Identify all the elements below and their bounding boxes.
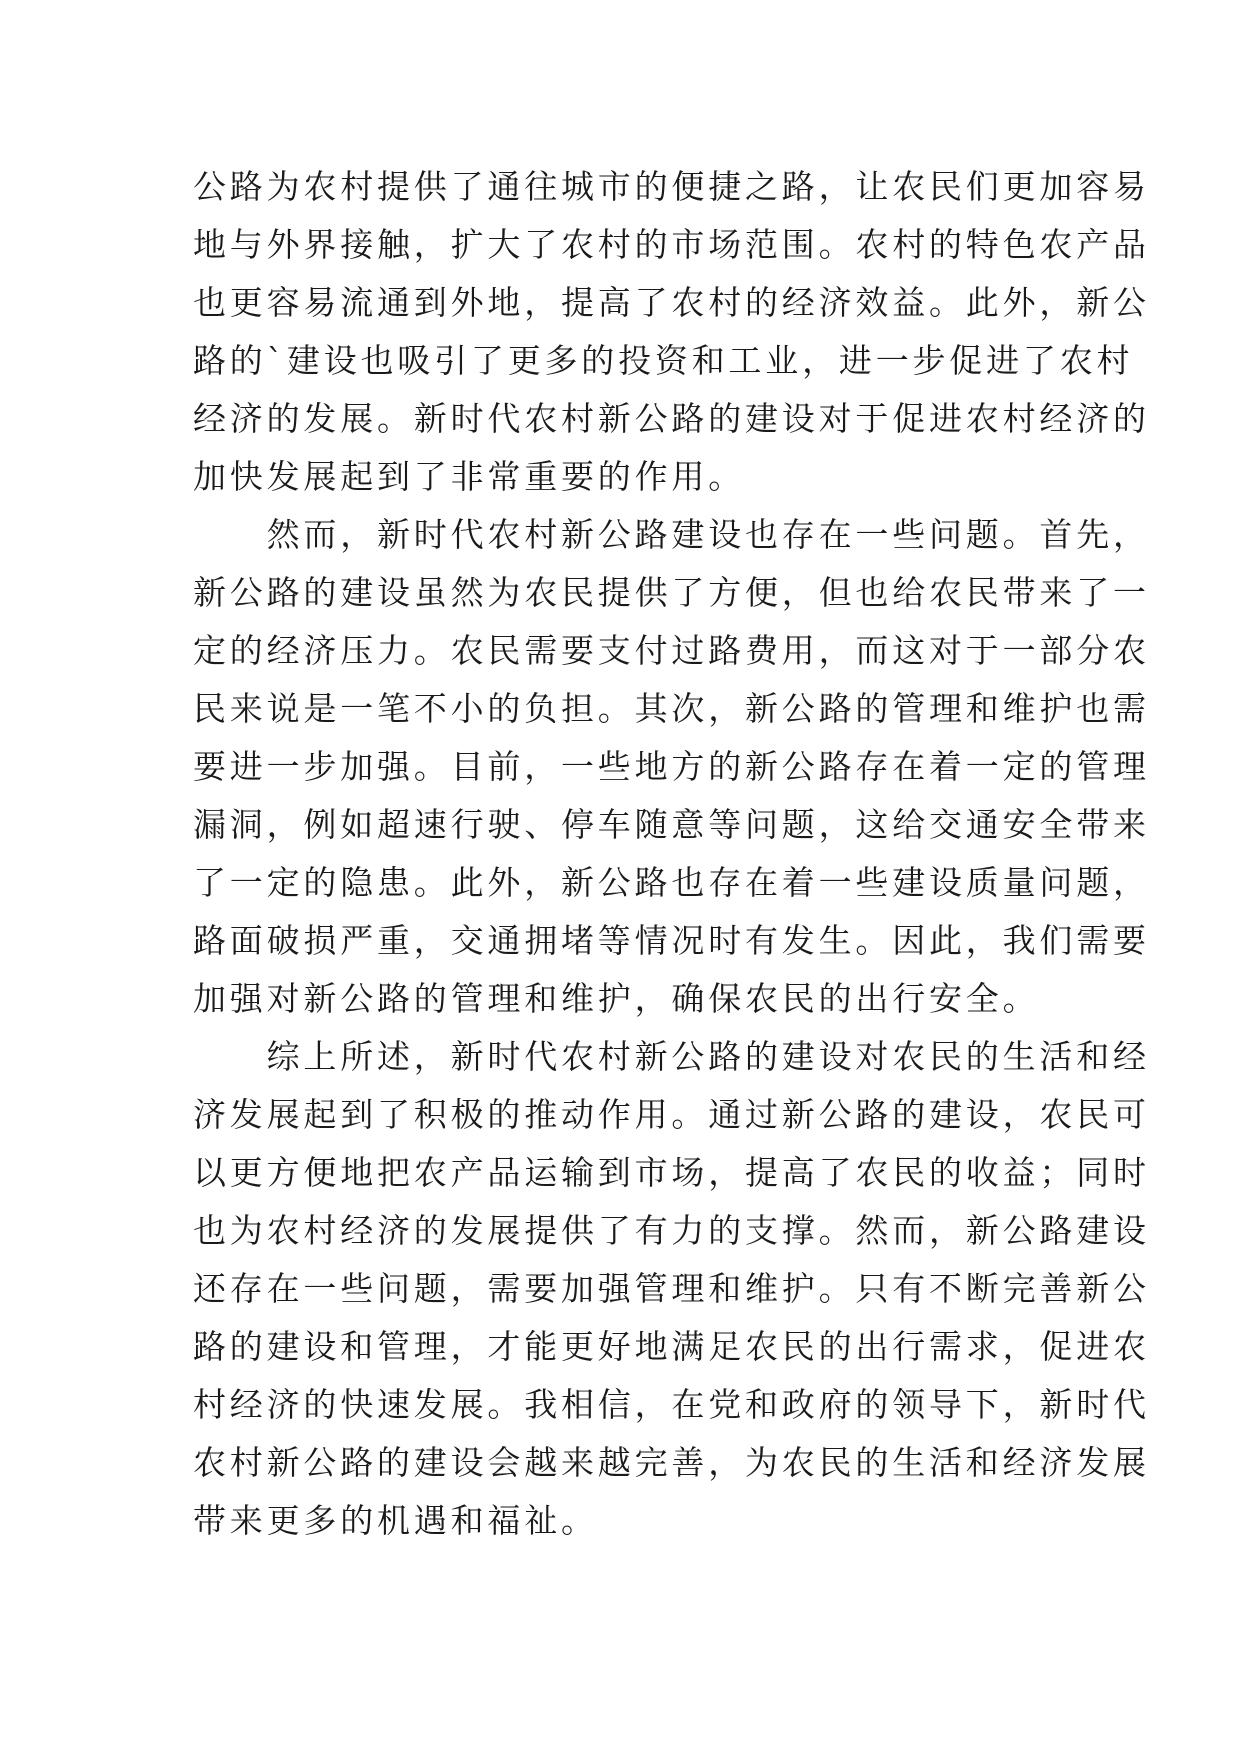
text-line: 路的建设和管理，才能更好地满足农民的出行需求，促进农: [193, 1327, 1150, 1366]
text-line: 路面破损严重，交通拥堵等情况时有发生。因此，我们需要: [193, 921, 1150, 960]
text-line: 经济的发展。新时代农村新公路的建设对于促进农村经济的: [193, 399, 1150, 438]
text-line: 济发展起到了积极的推动作用。通过新公路的建设，农民可: [193, 1095, 1150, 1134]
document-body: [193, 158, 1150, 1550]
text-line: 新公路的建设虽然为农民提供了方便，但也给农民带来了一: [193, 573, 1150, 612]
text-line: 也为农村经济的发展提供了有力的支撑。然而，新公路建设: [193, 1211, 1150, 1250]
text-line: 综上所述，新时代农村新公路的建设对农民的生活和经: [193, 1037, 1150, 1076]
text-line: 地与外界接触，扩大了农村的市场范围。农村的特色农产品: [193, 225, 1150, 264]
text-line: 村经济的快速发展。我相信，在党和政府的领导下，新时代: [193, 1385, 1150, 1424]
text-line: 带来更多的机遇和福祉。: [193, 1501, 598, 1540]
text-line: 了一定的隐患。此外，新公路也存在着一些建设质量问题，: [193, 863, 1150, 902]
text-line: 路的`建设也吸引了更多的投资和工业，进一步促进了农村: [193, 341, 1134, 380]
text-line: 也更容易流通到外地，提高了农村的经济效益。此外，新公: [193, 283, 1150, 322]
text-line: 民来说是一笔不小的负担。其次，新公路的管理和维护也需: [193, 689, 1150, 728]
text-line: 漏洞，例如超速行驶、停车随意等问题，这给交通安全带来: [193, 805, 1150, 844]
text-line: 然而，新时代农村新公路建设也存在一些问题。首先，: [193, 515, 1150, 554]
text-line: 加强对新公路的管理和维护，确保农民的出行安全。: [193, 979, 1040, 1018]
paragraph-1: [193, 158, 1150, 506]
text-line: 以更方便地把农产品运输到市场，提高了农民的收益；同时: [193, 1153, 1150, 1192]
paragraph-3: [193, 1028, 1150, 1550]
text-line: 要进一步加强。目前，一些地方的新公路存在着一定的管理: [193, 747, 1150, 786]
text-line: 加快发展起到了非常重要的作用。: [193, 457, 745, 496]
text-line: 公路为农村提供了通往城市的便捷之路，让农民们更加容易: [193, 167, 1150, 206]
paragraph-2: [193, 506, 1150, 1028]
text-line: 还存在一些问题，需要加强管理和维护。只有不断完善新公: [193, 1269, 1150, 1308]
text-line: 农村新公路的建设会越来越完善，为农民的生活和经济发展: [193, 1443, 1150, 1482]
text-line: 定的经济压力。农民需要支付过路费用，而这对于一部分农: [193, 631, 1150, 670]
